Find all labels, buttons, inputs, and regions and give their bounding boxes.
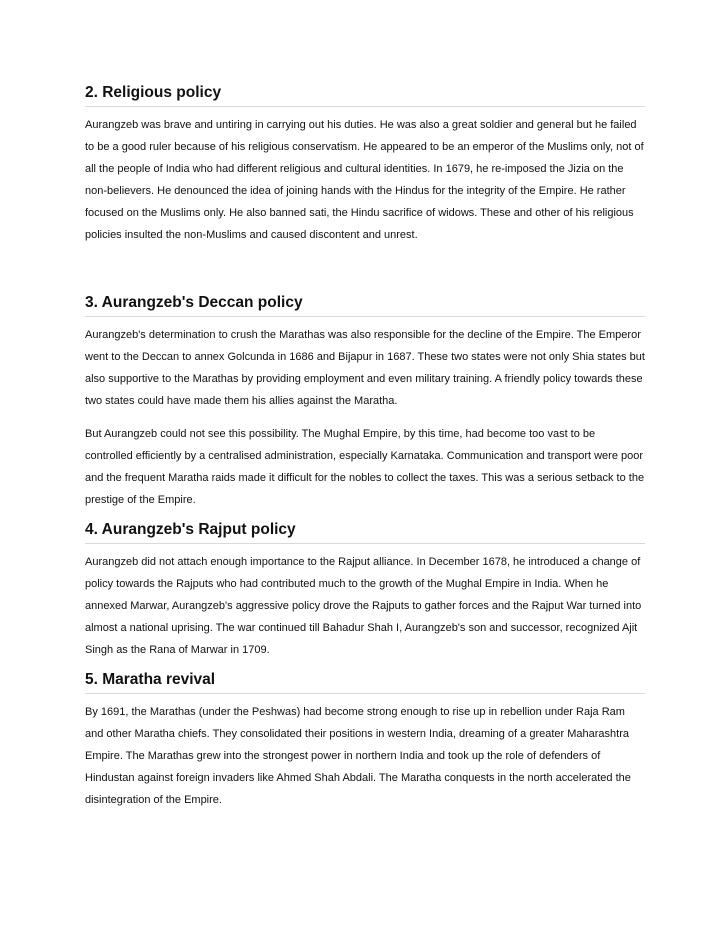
paragraph: But Aurangzeb could not see this possibility. The Mughal Empire, by this time, had become too vast to be controlled efficiently by a centralised administration, especially Karnataka. Communication and transport were poor and the frequent Maratha raids made it difficult for the nobles to collect the taxes. This was a serious setback to the prestige of the Empire. [85, 428, 645, 506]
section-heading: 4. Aurangzeb's Rajput policy [85, 521, 645, 544]
section-rajput-policy [85, 521, 645, 661]
section-heading: 3. Aurangzeb's Deccan policy [85, 294, 645, 317]
section-deccan-policy [85, 294, 645, 511]
document-page [85, 84, 645, 811]
paragraph: Aurangzeb did not attach enough importance to the Rajput alliance. In December 1678, he introduced a change of policy towards the Rajputs who had contributed much to the growth of the Mughal Empire in India. When he annexed Marwar, Aurangzeb's aggressive policy drove the Rajputs to gather forces and the Rajput War turned into almost a national uprising. The war continued till Bahadur Shah I, Aurangzeb's son and successor, recognized Ajit Singh as the Rana of Marwar in 1709. [85, 556, 642, 656]
section-religious-policy [85, 84, 645, 246]
section-heading: 2. Religious policy [85, 84, 645, 107]
paragraph: Aurangzeb's determination to crush the Marathas was also responsible for the decline of the Empire. The Emperor went to the Deccan to annex Golcunda in 1686 and Bijapur in 1687. These two states were not only Shia states but also supportive to the Marathas by providing employment and even military training. A friendly policy towards these two states could have made them his allies against the Maratha. [85, 329, 645, 407]
paragraph: Aurangzeb was brave and untiring in carrying out his duties. He was also a great soldier and general but he failed to be a good ruler because of his religious conservatism. He appeared to be an emperor of the Muslims only, not of all the people of India who had different religious and cultural identities. In 1679, he re-imposed the Jizia on the non-believers. He denounced the idea of joining hands with the Hindus for the integrity of the Empire. He rather focused on the Muslims only. He also banned sati, the Hindu sacrifice of widows. These and other of his religious policies insulted the non-Muslims and caused discontent and unrest. [85, 119, 644, 241]
section-heading: 5. Maratha revival [85, 671, 645, 694]
section-maratha-revival [85, 671, 645, 811]
paragraph: By 1691, the Marathas (under the Peshwas) had become strong enough to rise up in rebellion under Raja Ram and other Maratha chiefs. They consolidated their positions in western India, dreaming of a greater Maharashtra Empire. The Marathas grew into the strongest power in northern India and took up the role of defenders of Hindustan against foreign invaders like Ahmed Shah Abdali. The Maratha conquests in the north accelerated the disintegration of the Empire. [85, 706, 631, 806]
